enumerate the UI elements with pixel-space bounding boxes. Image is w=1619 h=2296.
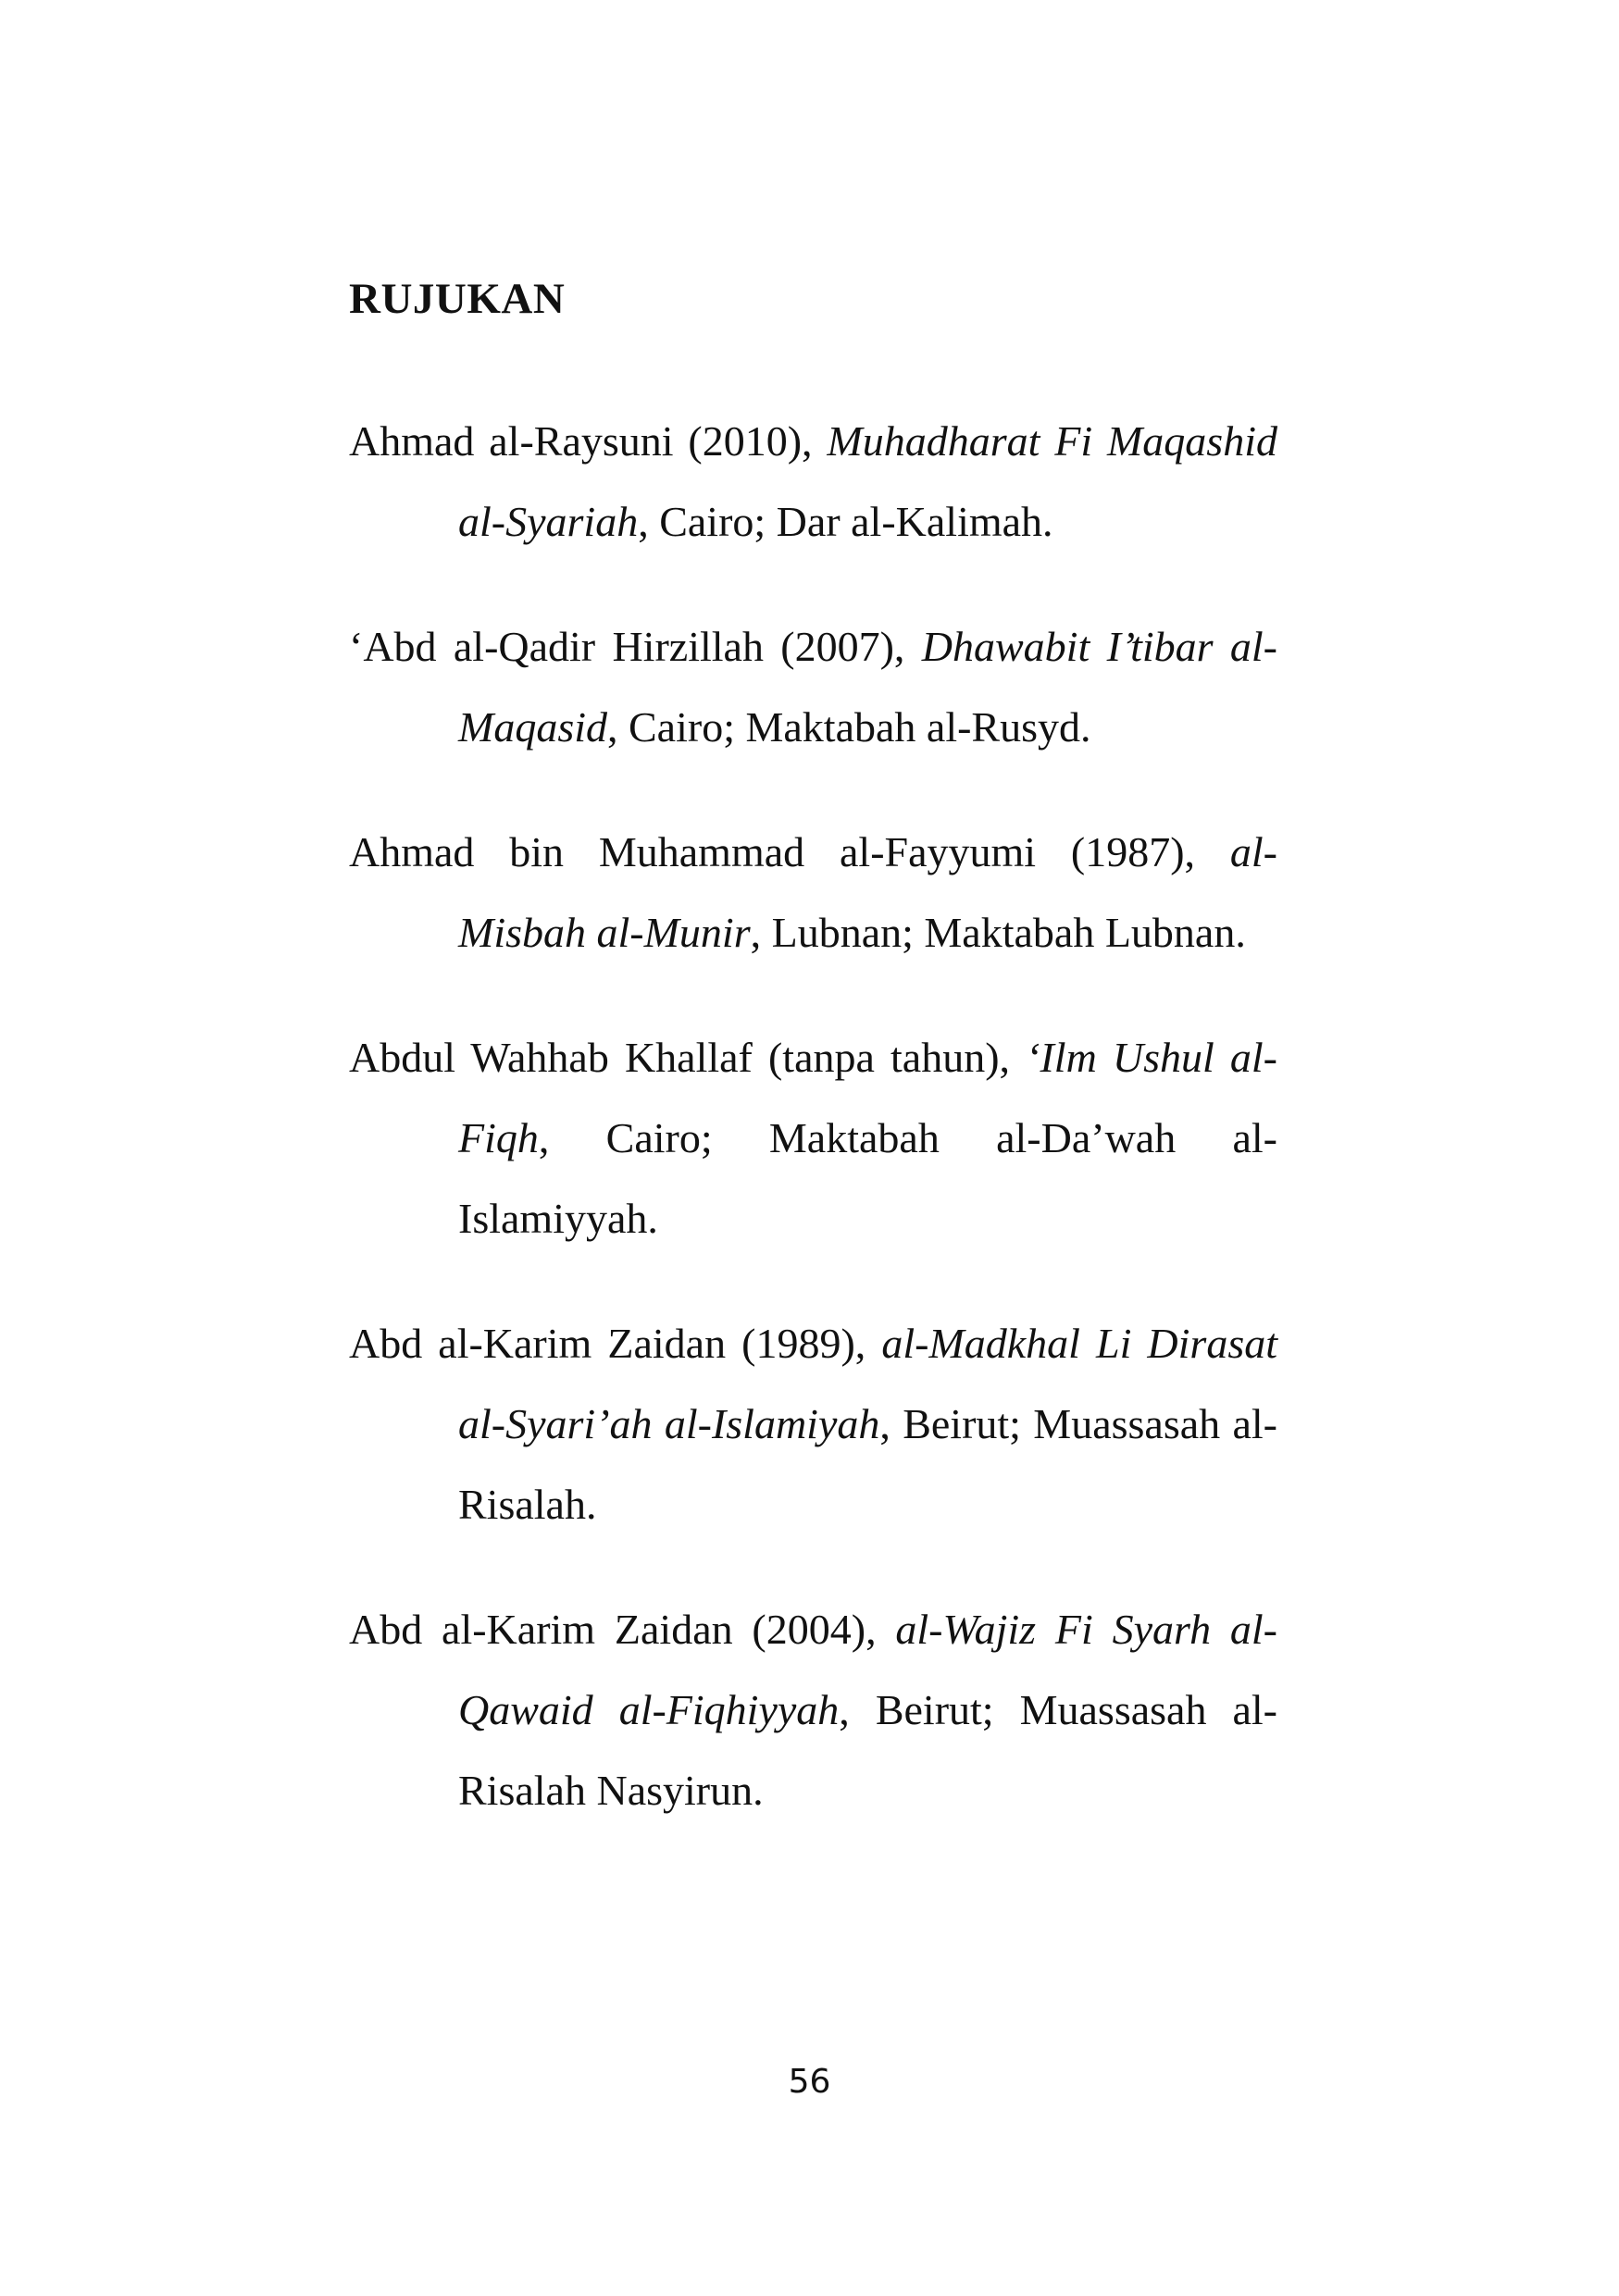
reference-entry [349,1589,1277,1831]
reference-publisher: , Cairo; Maktabah al-Rusyd. [607,703,1091,751]
reference-author-year: ‘Abd al-Qadir Hirzillah (2007), [349,623,922,670]
reference-list [349,401,1277,1875]
reference-author-year: Ahmad bin Muhammad al-Fayyumi (1987), [349,828,1230,875]
reference-publisher: , Cairo; Dar al-Kalimah. [638,498,1053,545]
reference-title: ‘Ilm Ushul al-Fiqh [458,1034,1278,1161]
reference-title: Dhawabit I’tibar al-Maqasid [458,623,1277,751]
reference-publisher: , Lubnan; Maktabah Lubnan. [750,909,1246,956]
reference-entry [349,1017,1277,1259]
reference-author-year: Abd al-Karim Zaidan (1989), [349,1320,882,1367]
reference-publisher: , Cairo; Maktabah al-Da’wah al-Islamiyyah. [458,1114,1277,1242]
reference-author-year: Ahmad al-Raysuni (2010), [349,417,828,465]
reference-entry [349,401,1277,562]
reference-publisher: , Beirut; Muassasah al-Risalah Nasyirun. [458,1686,1277,1814]
reference-entry [349,1303,1277,1545]
reference-title: al-Wajiz Fi Syarh al-Qawaid al-Fiqhiyyah [458,1606,1277,1733]
page-number: 56 [788,2063,831,2101]
reference-entry [349,606,1277,767]
reference-author-year: Abdul Wahhab Khallaf (tanpa tahun), [349,1034,1027,1081]
reference-title: al-Misbah al-Munir [458,828,1277,956]
section-heading: RUJUKAN [349,275,566,323]
reference-publisher: , Beirut; Muassasah al-Risalah. [458,1400,1278,1528]
reference-entry [349,812,1277,973]
reference-author-year: Abd al-Karim Zaidan (2004), [349,1606,896,1653]
reference-title: Muhadharat Fi Maqashid al-Syariah [458,417,1277,545]
reference-title: al-Madkhal Li Dirasat al-Syari’ah al-Islamiyah [458,1320,1277,1447]
